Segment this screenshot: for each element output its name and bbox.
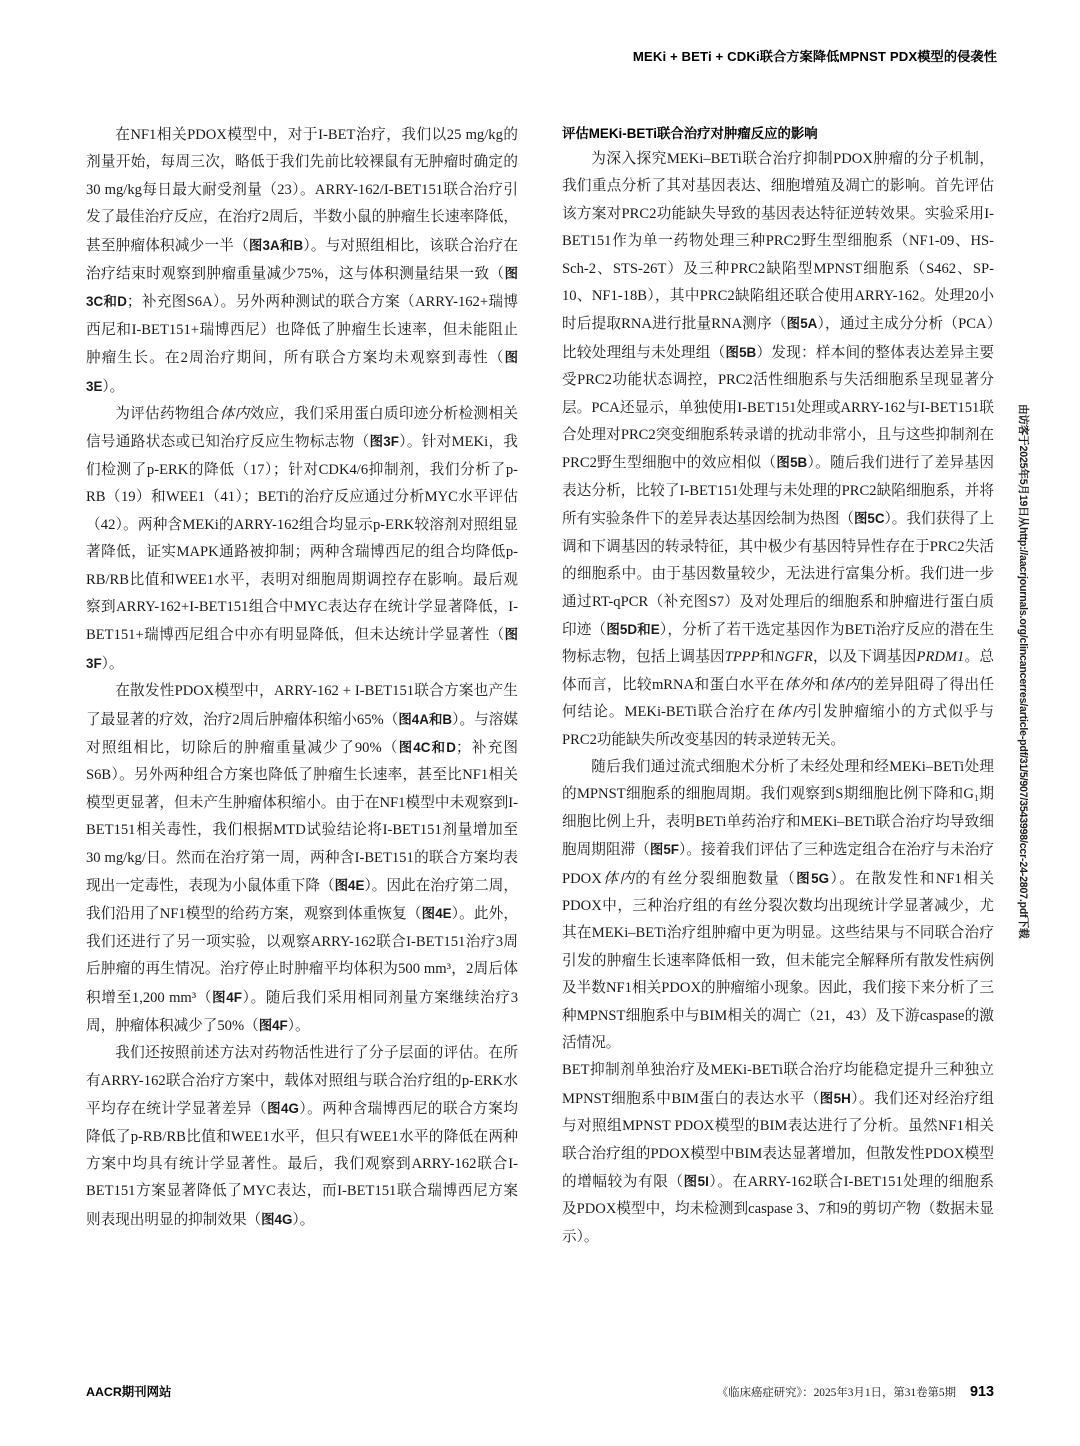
paragraph-text: ）。我们获得了上调和下调基因的转录特征，其中极少有基因特异性存在于PRC2失活的细胞系中。由于基因数量较少，无法进行富集分析。我们进一步通过RT-qPCR（补充图S7）及对处理后的细胞系和肿瘤进行蛋白质印迹（ (562, 511, 994, 638)
emphasis-text: 体内 (219, 406, 250, 423)
figure-reference[interactable]: 图5B (776, 455, 808, 471)
figure-reference[interactable]: 图4F (258, 1018, 288, 1033)
paragraph-text: ）。因此在治疗第二周，我们沿用了NF1模型的给药方案，观察到体重恢复（ (86, 877, 518, 923)
body-paragraph (86, 678, 518, 1040)
paragraph-text: 为深入探究MEKi–BETi联合治疗抑制PDOX肿瘤的分子机制，我们重点分析了其对基因表达、细胞增殖及凋亡的影响。首先评估该方案对PRC2功能缺失导致的基因表达特征逆转效果。实验采用I-BET151作为单一药物处理三种PRC2野生型细胞系（NF1-09、HS-Sch-2、STS-26T）及三种PRC2缺陷型MPNST细胞系（S462、SP-10、NF1-18B），其中PRC2缺陷组还联合使用ARRY-162。处理20小时后提取RNA进行批量RNA测序（ (562, 151, 994, 333)
body-paragraph (562, 754, 994, 1057)
paragraph-text: ）。 (101, 655, 124, 672)
figure-reference[interactable]: 图3E (86, 350, 518, 394)
figure-reference[interactable]: 图4C和D (398, 739, 456, 755)
paragraph-text: ）。此外，我们还进行了另一项实验，以观察ARRY-162联合I-BET151治疗3周后肿瘤的再生情况。治疗停止时肿瘤平均体积为500 mm³，2周后体积增至1,200 mm³（ (86, 906, 518, 1006)
paragraph-text: ），通过主成分分析（PCA）比较处理组与未处理组（ (562, 316, 994, 361)
paragraph-text: 随后我们通过流式细胞术分析了未经处理和经MEKi–BETi处理的MPNST细胞系的细胞周期。我们观察到S期细胞比例下降和G₁期细胞比例上升，表明BETi单药治疗和MEKi–BETi联合治疗均导致细胞周期阻滞（ (562, 758, 994, 859)
paragraph-text: ）。随后我们采用相同剂量方案继续治疗3周，肿瘤体积减少了50%（ (86, 989, 518, 1034)
figure-reference[interactable]: 图4A和B (398, 711, 453, 727)
figure-reference[interactable]: 图5D和E (606, 621, 660, 637)
footer-citation-group (717, 1384, 994, 1400)
paragraph-text: 在散发性PDOX模型中，ARRY-162 + I-BET151联合方案也产生了最显著的疗效，治疗2周后肿瘤体积缩小65%（ (86, 683, 518, 728)
section-heading: 评估MEKi-BETi联合治疗对肿瘤反应的影响 (562, 126, 818, 141)
paragraph-text: ）。与溶媒对照组相比，切除后的肿瘤重量减少了90%（ (86, 711, 518, 756)
figure-reference[interactable]: 图4G (267, 1101, 299, 1117)
paragraph-text: ）发现：样本间的整体表达差异主要受PRC2功能状态调控，PRC2活性细胞系与失活细胞系呈现显著分层。PCA还显示，单独使用I-BET151处理或ARRY-162与I-BET151联合处理对PRC2突变细胞系转录谱的扰动非常小，且与这些抑制剂在PRC2野生型细胞中的效应相似（ (562, 344, 994, 472)
paragraph-text: ）。 (102, 378, 125, 395)
footer-page-number: 913 (969, 1384, 994, 1400)
download-watermark-text: 由访客于2025年5月19日从http://aacrjournals.org/clincancerres/article-pdf/31/5/907/3543998/ccr-24-2807.pdf下载 (1017, 404, 1029, 939)
gene-symbol: TPPP (724, 649, 760, 666)
figure-reference[interactable]: 图3A和B (248, 237, 304, 253)
paragraph-text: 我们还按照前述方法对药物活性进行了分子层面的评估。在所有ARRY-162联合治疗方案中，载体对照组与联合治疗组的p-ERK水平均存在统计学显著差异（ (86, 1045, 518, 1118)
paragraph-text: 和 (759, 649, 775, 666)
gene-symbol: PRDM1 (916, 649, 965, 666)
two-column-body (86, 122, 994, 1251)
figure-reference[interactable]: 图5G (796, 870, 830, 886)
figure-reference[interactable]: 图5I (683, 1174, 709, 1190)
footer-journal-site-link[interactable]: AACR期刊网站 (86, 1385, 172, 1399)
paragraph-text: ）。在散发性和NF1相关PDOX中，三种治疗组的有丝分裂次数均出现统计学显著减少，尤其在MEKi–BETi治疗组肿瘤中更为明显。这些结果与不同联合治疗引发的肿瘤生长速率降低相一致，但未能完全解释所有散发性病例及半数NF1相关PDOX的肿瘤缩小现象。因此，我们接下来分析了三种MPNST细胞系中与BIM相关的凋亡（21，43）及下游caspase的激活情况。 (562, 870, 994, 1051)
running-head: MEKi + BETi + CDKi联合方案降低MPNST PDX模型的侵袭性 (632, 49, 997, 64)
body-paragraph (86, 122, 518, 401)
emphasis-text: 体内 (829, 676, 860, 693)
paragraph-text: ；补充图S6B）。另外两种组合方案也降低了肿瘤生长速率，甚至比NF1相关模型更显著，但未产生肿瘤体积缩小。由于在NF1模型中未观察到I-BET151相关毒性，我们根据MTD试验结论将I-BET151剂量增加至30 mg/kg/日。然而在治疗第一周，两种含I-BET151的联合方案均表现出一定毒性，表现为小鼠体重下降（ (86, 739, 518, 894)
paragraph-text: ）。 (292, 1211, 315, 1228)
right-column (562, 122, 994, 1251)
figure-reference[interactable]: 图4G (261, 1211, 293, 1227)
gene-symbol: NGFR (774, 649, 813, 666)
paragraph-text: ）。随后我们进行了差异基因表达分析，比较了I-BET151处理与未处理的PRC2缺陷细胞系，并将所有实验条件下的差异表达基因绘制为热图（ (562, 455, 994, 528)
figure-reference[interactable]: 图5C (853, 511, 885, 527)
body-paragraph (86, 401, 518, 678)
paragraph-text: 和 (814, 676, 830, 693)
paragraph-text: 的差异阻碍了得出任何结论。MEKi-BETi联合治疗在 (562, 676, 994, 721)
figure-reference[interactable]: 图4E (334, 877, 365, 893)
paragraph-text: ）。两种含瑞博西尼的联合方案均降低了p-RB/RB比值和WEE1水平，但只有WEE1水平的降低在两种方案中均具有统计学显著性。最后，我们观察到ARRY-162联合I-BET151方案显著降低了MYC表达，而I-BET151联合瑞博西尼方案则表现出明显的抑制效果（ (86, 1101, 518, 1228)
emphasis-text: 体外 (784, 676, 815, 693)
figure-reference[interactable]: 图3C和D (86, 266, 518, 310)
right-column-paragraphs (562, 146, 994, 1251)
paragraph-text: ）。与对照组相比，该联合治疗在治疗结束时观察到肿瘤重量减少75%，这与体积测量结果一致（ (86, 237, 518, 283)
body-paragraph (562, 1057, 994, 1251)
paragraph-text: 引发肿瘤缩小的方式似乎与PRC2功能缺失所改变基因的转录逆转无关。 (562, 704, 994, 748)
paragraph-text: ），分析了若干选定基因作为BETi治疗反应的潜在生物标志物，包括上调基因 (562, 621, 994, 666)
paragraph-text: ，以及下调基因 (812, 649, 917, 666)
paragraph-text: ；补充图S6A）。另外两种测试的联合方案（ARRY-162+瑞博西尼和I-BET151+瑞博西尼）也降低了肿瘤生长速率，但未能阻止肿瘤生长。在2周治疗期间，所有联合方案均未观察到毒性（ (86, 294, 518, 367)
emphasis-text: 体内 (776, 704, 808, 721)
left-column (86, 122, 518, 1251)
paragraph-text: 。总体而言，比较mRNA和蛋白水平在 (562, 649, 994, 693)
footer-citation: 《临床癌症研究》：2025年3月1日，第31卷第5期 (716, 1387, 956, 1399)
figure-reference[interactable]: 图5A (786, 316, 818, 332)
page-footer (86, 1382, 994, 1402)
figure-reference[interactable]: 图5B (725, 344, 757, 360)
left-column-paragraphs (86, 122, 518, 1234)
paragraph-text: ）。在ARRY-162联合I-BET151处理的细胞系及PDOX模型中，均未检测到caspase 3、7和9的剪切产物（数据未显示）。 (562, 1174, 994, 1245)
paragraph-text: 效应，我们采用蛋白质印迹分析检测相关信号通路状态或已知治疗反应生物标志物（ (86, 406, 518, 451)
figure-reference[interactable]: 图5H (819, 1090, 851, 1106)
paragraph-text: BET抑制剂单独治疗及MEKi-BETi联合治疗均能稳定提升三种独立MPNST细胞系中BIM蛋白的表达水平（ (562, 1062, 994, 1107)
body-paragraph (562, 146, 994, 754)
paragraph-text: ）。 (287, 1018, 310, 1034)
paragraph-text: 在NF1相关PDOX模型中，对于I-BET治疗，我们以25 mg/kg的剂量开始，每周三次，略低于我们先前比较裸鼠有无肿瘤时确定的 30 mg/kg每日最大耐受剂量（23）。ARRY-162/I-BET151联合治疗引发了最佳治疗反应，在治疗2周后，半数小鼠的肿瘤生长速率降低，甚至肿瘤体积减少一半（ (86, 127, 518, 254)
paragraph-text: ）。针对MEKi，我们检测了p-ERK的降低（17）；针对CDK4/6抑制剂，我们分析了p-RB（19）和WEE1（41）；BETi的治疗反应通过分析MYC水平评估（42）。两种含MEKi的ARRY-162组合均显示p-ERK较溶剂对照组显著降低，证实MAPK通路被抑制；两种含瑞博西尼的组合均降低p-RB/RB比值和WEE1水平，表明对细胞周期调控存在影响。最后观察到ARRY-162+I-BET151组合中MYC表达存在统计学显著降低，I-BET151+瑞博西尼组合中亦有明显降低，但未达统计学显著性（ (86, 434, 518, 644)
figure-reference[interactable]: 图4F (212, 989, 242, 1005)
paragraph-text: 为评估药物组合 (115, 406, 220, 423)
paragraph-text: ）。接着我们评估了三种选定组合在治疗与未治疗PDOX (562, 842, 994, 887)
figure-reference[interactable]: 图5F (649, 842, 679, 858)
figure-reference[interactable]: 图4E (421, 906, 452, 922)
emphasis-text: 体内 (601, 870, 636, 887)
paragraph-text: 的有丝分裂细胞数量（ (635, 870, 797, 887)
figure-reference[interactable]: 图3F (86, 627, 518, 671)
figure-reference[interactable]: 图3F (369, 434, 399, 450)
body-paragraph (86, 1040, 518, 1234)
paragraph-text: ）。我们还对经治疗组与对照组MPNST PDOX模型的BIM表达进行了分析。虽然NF1相关联合治疗组的PDOX模型中BIM表达显著增加，但散发性PDOX模型的增幅较为有限（ (562, 1090, 994, 1191)
